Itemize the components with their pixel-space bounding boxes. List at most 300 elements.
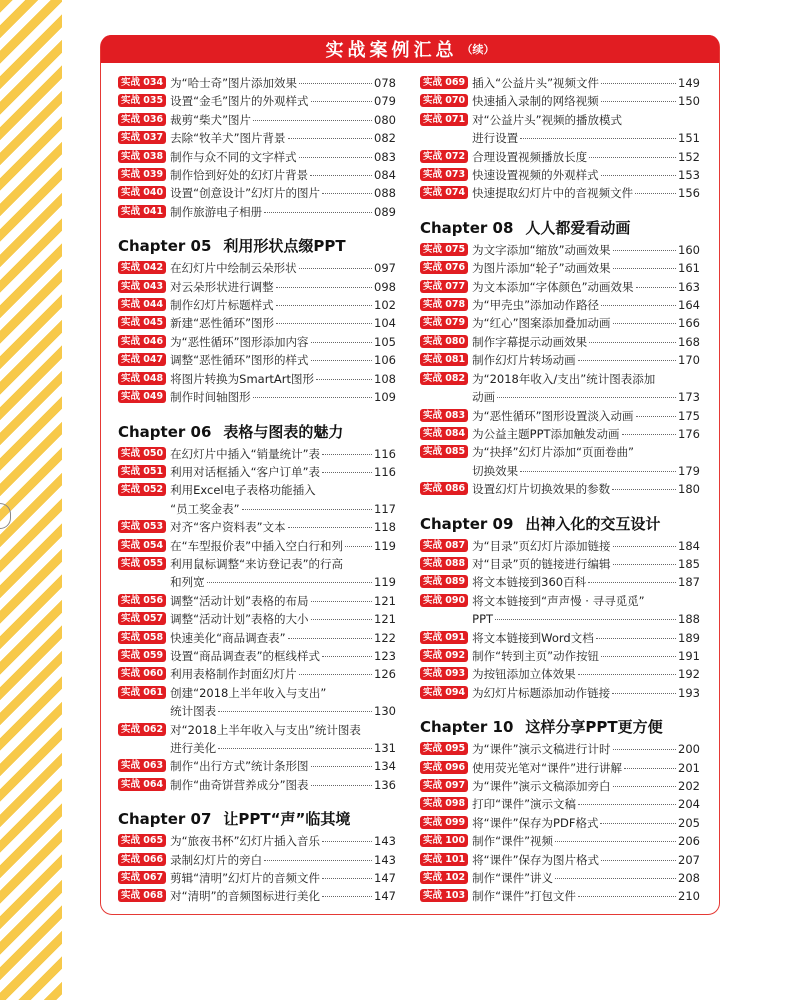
page-number: 192	[678, 667, 700, 682]
page-number: 123	[374, 648, 396, 663]
page-number: 147	[374, 889, 396, 904]
toc-entry[interactable]	[118, 832, 396, 850]
entry-title: 对齐“客户资料表”文本	[170, 520, 286, 535]
case-badge: 实战 051	[118, 465, 166, 478]
toc-entry-line	[170, 370, 396, 388]
toc-entry-body	[170, 166, 396, 184]
page-number: 180	[678, 482, 700, 497]
toc-entry[interactable]	[420, 814, 700, 832]
page-number: 164	[678, 298, 700, 313]
toc-entry[interactable]	[420, 480, 700, 498]
entry-title: 制作字幕提示动画效果	[472, 334, 588, 349]
toc-entry[interactable]	[420, 425, 700, 443]
dot-leader	[322, 878, 372, 879]
header-banner	[101, 35, 719, 63]
case-badge: 实战 088	[420, 557, 468, 570]
dot-leader	[299, 674, 372, 675]
toc-right-column	[420, 74, 700, 906]
dot-leader	[589, 157, 676, 158]
toc-entry[interactable]	[118, 388, 396, 406]
toc-entry[interactable]	[420, 296, 700, 314]
toc-entry-line	[170, 203, 396, 221]
toc-entry-line	[472, 555, 700, 573]
page-number: 207	[678, 852, 700, 867]
dot-leader	[601, 305, 676, 306]
dot-leader	[322, 472, 372, 473]
entry-title: 对“清明”的音频图标进行美化	[170, 889, 321, 904]
toc-entry[interactable]	[118, 721, 396, 758]
toc-entry-body	[472, 592, 700, 629]
page-number: 078	[374, 76, 396, 90]
toc-entry[interactable]	[420, 184, 700, 202]
toc-entry-line	[472, 684, 700, 702]
toc-entry-body	[170, 296, 396, 314]
entry-title: 新建“恶性循环”图形	[170, 316, 275, 331]
toc-entry-body	[472, 259, 700, 277]
toc-entry[interactable]	[420, 665, 700, 683]
entry-title: 插入“公益片头”视频文件	[472, 76, 600, 90]
toc-entry[interactable]	[420, 869, 700, 887]
toc-entry-line	[472, 740, 700, 758]
page-number: 106	[374, 353, 396, 368]
toc-entry[interactable]	[420, 777, 700, 795]
toc-entry-line	[472, 887, 700, 905]
dot-leader	[322, 841, 372, 842]
toc-entry[interactable]	[118, 351, 396, 369]
dot-leader	[635, 193, 676, 194]
toc-entry-line	[472, 333, 700, 351]
dot-leader	[600, 823, 676, 824]
toc-entry-line	[170, 776, 396, 794]
toc-entry[interactable]	[420, 407, 700, 425]
page-number: 170	[678, 353, 700, 368]
toc-entry-line	[472, 129, 700, 147]
toc-entry-line	[170, 500, 396, 518]
page-number: 175	[678, 408, 700, 423]
entry-title: 切换效果	[472, 463, 519, 478]
toc-entry-line	[170, 351, 396, 369]
toc-entry-line	[472, 111, 700, 129]
toc-entry-body	[472, 647, 700, 665]
toc-entry[interactable]	[118, 184, 396, 202]
toc-entry-body	[170, 684, 396, 721]
toc-entry[interactable]	[118, 445, 396, 463]
page-number: 143	[374, 852, 396, 867]
toc-entry-line	[472, 370, 700, 388]
toc-entry[interactable]	[420, 92, 700, 110]
toc-entry-body	[472, 684, 700, 702]
toc-entry-line	[472, 851, 700, 869]
toc-entry[interactable]	[420, 333, 700, 351]
entry-title: 快速提取幻灯片中的音视频文件	[472, 186, 634, 201]
toc-entry[interactable]	[420, 278, 700, 296]
toc-entry[interactable]	[420, 592, 700, 629]
toc-entry[interactable]	[420, 629, 700, 647]
toc-entry[interactable]	[118, 481, 396, 518]
dot-leader	[612, 693, 676, 694]
entry-title: 利用鼠标调整“来访登记表”的行高	[170, 556, 344, 571]
toc-entry[interactable]	[420, 759, 700, 777]
toc-entry-line	[170, 573, 396, 591]
dot-leader	[218, 748, 372, 749]
case-badge: 实战 049	[118, 390, 166, 403]
toc-entry[interactable]	[420, 443, 700, 480]
toc-entry[interactable]	[118, 629, 396, 647]
case-badge: 实战 080	[420, 335, 468, 348]
toc-entry[interactable]	[118, 887, 396, 905]
dot-leader	[311, 766, 372, 767]
case-badge: 实战 059	[118, 649, 166, 662]
toc-entry[interactable]	[420, 537, 700, 555]
toc-entry-body	[170, 832, 396, 850]
entry-title: 统计图表	[170, 704, 217, 719]
toc-entry-body	[472, 166, 700, 184]
toc-entry[interactable]	[420, 832, 700, 850]
toc-entry-body	[170, 111, 396, 129]
dot-leader	[322, 656, 372, 657]
page-number: 205	[678, 815, 700, 830]
toc-entry[interactable]	[118, 314, 396, 332]
toc-entry[interactable]	[118, 610, 396, 628]
dot-leader	[601, 101, 676, 102]
page-number: 080	[374, 112, 396, 127]
toc-entry[interactable]	[118, 203, 396, 221]
toc-entry[interactable]	[118, 555, 396, 592]
toc-entry[interactable]	[420, 370, 700, 407]
entry-title: 和列宽	[170, 575, 205, 590]
entry-title: 进行设置	[472, 131, 519, 146]
toc-entry-line	[472, 443, 700, 461]
page-number: 105	[374, 334, 396, 349]
page-number: 119	[374, 538, 396, 553]
case-badge: 实战 099	[420, 816, 468, 829]
entry-title: 制作“转到主页”动作按钮	[472, 648, 600, 663]
entry-title: 将文本链接到Word文档	[472, 630, 594, 645]
toc-entry[interactable]	[118, 148, 396, 166]
toc-entry[interactable]	[420, 111, 700, 148]
dot-leader	[345, 546, 372, 547]
case-badge: 实战 082	[420, 372, 468, 385]
toc-entry[interactable]	[420, 684, 700, 702]
entry-title: 为“课件”演示文稿添加旁白	[472, 779, 611, 793]
entry-title: 对“目录”页的链接进行编辑	[472, 556, 611, 571]
case-badge: 实战 041	[118, 205, 166, 218]
toc-entry-body	[170, 333, 396, 351]
toc-entry-body	[170, 184, 396, 202]
page-number: 161	[678, 261, 700, 276]
page-title-suffix: （续）	[461, 43, 495, 56]
chapter-heading	[420, 514, 700, 534]
page-number: 160	[678, 242, 700, 257]
toc-entry-line	[472, 74, 700, 92]
toc-entry[interactable]	[118, 851, 396, 869]
page-number: 201	[678, 760, 700, 775]
toc-entry-line	[472, 629, 700, 647]
entry-title: 利用表格制作封面幻灯片	[170, 667, 297, 682]
dot-leader	[601, 656, 676, 657]
toc-entry-body	[170, 887, 396, 905]
case-badge: 实战 083	[420, 409, 468, 422]
entry-title: PPT	[472, 612, 494, 627]
dot-leader	[299, 157, 372, 158]
page-number: 109	[374, 390, 396, 405]
toc-entry[interactable]	[118, 592, 396, 610]
toc-entry[interactable]	[420, 241, 700, 259]
toc-entry[interactable]	[420, 740, 700, 758]
entry-title: 为“目录”页幻灯片添加链接	[472, 538, 611, 553]
toc-entry[interactable]	[420, 573, 700, 591]
dot-leader	[612, 489, 676, 490]
toc-entry[interactable]	[118, 74, 396, 92]
chapter-heading	[420, 218, 700, 238]
case-badge: 实战 035	[118, 94, 166, 107]
dot-leader	[613, 323, 676, 324]
entry-title: 为按钮添加立体效果	[472, 667, 576, 682]
toc-entry-line	[170, 481, 396, 499]
case-badge: 实战 054	[118, 539, 166, 552]
entry-title: 动画	[472, 390, 496, 405]
toc-entry[interactable]	[118, 537, 396, 555]
page-number: 088	[374, 186, 396, 201]
case-badge: 实战 072	[420, 150, 468, 163]
entry-title: 制作“课件”讲义	[472, 871, 554, 886]
toc-entry-line	[170, 537, 396, 555]
toc-entry[interactable]	[420, 74, 700, 92]
toc-entry-body	[170, 351, 396, 369]
page-number: 083	[374, 149, 396, 164]
toc-entry[interactable]	[118, 129, 396, 147]
page-number: 179	[678, 463, 700, 478]
page-number: 149	[678, 76, 700, 90]
chapter-number: Chapter 06	[118, 422, 212, 441]
toc-entry[interactable]	[118, 259, 396, 277]
toc-entry-body	[170, 869, 396, 887]
toc-entry-body	[472, 370, 700, 407]
page-number: 168	[678, 334, 700, 349]
page-number: 185	[678, 556, 700, 571]
toc-entry-line	[472, 795, 700, 813]
toc-entry[interactable]	[118, 111, 396, 129]
toc-entry[interactable]	[118, 684, 396, 721]
toc-entry-line	[472, 647, 700, 665]
toc-entry[interactable]	[118, 333, 396, 351]
dot-leader	[322, 193, 372, 194]
toc-entry[interactable]	[420, 259, 700, 277]
toc-entry-line	[472, 814, 700, 832]
dot-leader	[288, 527, 372, 528]
toc-entry-line	[472, 425, 700, 443]
toc-entry[interactable]	[118, 869, 396, 887]
toc-entry-line	[170, 445, 396, 463]
entry-title: 进行美化	[170, 741, 217, 755]
toc-entry-line	[472, 759, 700, 777]
case-badge: 实战 079	[420, 316, 468, 329]
toc-entry[interactable]	[420, 851, 700, 869]
page-number: 130	[374, 704, 396, 719]
entry-title: 调整“恶性循环”图形的样式	[170, 353, 309, 368]
page-title: 实战案例汇总	[325, 40, 458, 61]
entry-title: 制作幻灯片标题样式	[170, 298, 274, 313]
dot-leader	[310, 175, 372, 176]
toc-entry-line	[170, 111, 396, 129]
page-number: 153	[678, 168, 700, 183]
toc-entry[interactable]	[118, 665, 396, 683]
toc-entry-body	[472, 537, 700, 555]
dot-leader	[242, 509, 372, 510]
toc-entry[interactable]	[420, 887, 700, 905]
toc-entry[interactable]	[118, 370, 396, 388]
toc-entry[interactable]	[118, 166, 396, 184]
case-badge: 实战 095	[420, 742, 468, 755]
case-badge: 实战 089	[420, 575, 468, 588]
entry-title: 为“恶性循环”图形添加内容	[170, 334, 309, 349]
toc-entry-body	[170, 647, 396, 665]
toc-entry[interactable]	[118, 463, 396, 481]
page-number: 104	[374, 316, 396, 331]
page-number: 116	[374, 446, 396, 461]
entry-title: 制作时间轴图形	[170, 390, 251, 405]
toc-entry[interactable]	[420, 148, 700, 166]
entry-title: 制作旅游电子相册	[170, 204, 263, 219]
page-number: 173	[678, 390, 700, 405]
toc-entry[interactable]	[118, 278, 396, 296]
entry-title: 制作“出行方式”统计条形图	[170, 759, 309, 774]
case-badge: 实战 064	[118, 778, 166, 791]
toc-entry-body	[170, 555, 396, 592]
entry-title: 利用对话框插入“客户订单”表	[170, 464, 321, 479]
toc-entry-line	[170, 887, 396, 905]
case-badge: 实战 065	[118, 834, 166, 847]
page-number: 102	[374, 298, 396, 313]
dot-leader	[299, 268, 372, 269]
toc-entry[interactable]	[420, 314, 700, 332]
dot-leader	[578, 674, 676, 675]
entry-title: 利用Excel电子表格功能插入	[170, 483, 316, 498]
toc-entry-line	[472, 573, 700, 591]
toc-entry-body	[170, 74, 396, 92]
dot-leader	[276, 287, 372, 288]
toc-entry-line	[170, 757, 396, 775]
dot-leader	[636, 287, 676, 288]
entry-title: 快速美化“商品调查表”	[170, 630, 286, 645]
toc-entry[interactable]	[118, 92, 396, 110]
dot-leader	[253, 397, 372, 398]
toc-entry-body	[170, 610, 396, 628]
page-number: 200	[678, 742, 700, 757]
case-badge: 实战 067	[118, 871, 166, 884]
entry-title: 对云朵形状进行调整	[170, 279, 274, 294]
entry-title: 将“课件”保存为PDF格式	[472, 815, 599, 830]
toc-entry[interactable]	[118, 296, 396, 314]
case-badge: 实战 070	[420, 94, 468, 107]
toc-entry-line	[170, 184, 396, 202]
chapter-number: Chapter 08	[420, 218, 514, 237]
dot-leader	[555, 841, 676, 842]
case-badge: 实战 044	[118, 298, 166, 311]
toc-entry[interactable]	[420, 555, 700, 573]
entry-title: 制作“课件”视频	[472, 834, 554, 849]
toc-entry-body	[472, 759, 700, 777]
dot-leader	[253, 120, 372, 121]
toc-entry-body	[170, 665, 396, 683]
page-number: 189	[678, 630, 700, 645]
toc-entry-line	[472, 462, 700, 480]
case-badge: 实战 073	[420, 168, 468, 181]
toc-entry-body	[170, 518, 396, 536]
dot-leader	[311, 342, 372, 343]
case-badge: 实战 103	[420, 889, 468, 902]
dot-leader	[578, 804, 676, 805]
entry-title: 快速设置视频的外观样式	[472, 168, 599, 183]
toc-entry-body	[472, 555, 700, 573]
case-badge: 实战 057	[118, 612, 166, 625]
toc-entry-line	[170, 647, 396, 665]
page-number: 098	[374, 279, 396, 294]
toc-entry-body	[170, 278, 396, 296]
toc-entry-line	[170, 166, 396, 184]
chapter-heading	[118, 422, 396, 442]
page-number: 202	[678, 779, 700, 793]
case-badge: 实战 050	[118, 447, 166, 460]
page-number: 151	[678, 131, 700, 146]
toc-entry-body	[472, 74, 700, 92]
dot-leader	[311, 601, 372, 602]
case-badge: 实战 063	[118, 759, 166, 772]
toc-entry[interactable]	[118, 776, 396, 794]
entry-title: 快速插入录制的网络视频	[472, 94, 599, 109]
case-badge: 实战 047	[118, 353, 166, 366]
toc-entry[interactable]	[420, 166, 700, 184]
toc-entry[interactable]	[420, 647, 700, 665]
page-number: 166	[678, 316, 700, 331]
toc-entry-body	[472, 241, 700, 259]
dot-leader	[264, 860, 372, 861]
toc-entry[interactable]	[118, 757, 396, 775]
page-number: 136	[374, 777, 396, 792]
toc-entry[interactable]	[118, 518, 396, 536]
chapter-number: Chapter 05	[118, 237, 212, 256]
toc-entry-body	[472, 278, 700, 296]
dot-leader	[276, 305, 372, 306]
toc-entry-line	[170, 739, 396, 757]
entry-title: 使用荧光笔对“课件”进行讲解	[472, 760, 623, 775]
toc-entry-body	[170, 776, 396, 794]
toc-entry[interactable]	[420, 795, 700, 813]
toc-left-column	[118, 74, 396, 906]
dot-leader	[322, 454, 372, 455]
case-badge: 实战 071	[420, 113, 468, 126]
case-badge: 实战 075	[420, 243, 468, 256]
toc-entry-line	[170, 832, 396, 850]
dot-leader	[613, 749, 676, 750]
toc-entry-body	[170, 148, 396, 166]
entry-title: 打印“课件”演示文稿	[472, 797, 577, 812]
case-badge: 实战 101	[420, 853, 468, 866]
toc-entry-line	[472, 296, 700, 314]
toc-entry[interactable]	[118, 647, 396, 665]
toc-entry[interactable]	[420, 351, 700, 369]
toc-entry-body	[170, 592, 396, 610]
case-badge: 实战 096	[420, 761, 468, 774]
case-badge: 实战 097	[420, 779, 468, 792]
entry-title: 将文本链接到“声声慢 · 寻寻觅觅”	[472, 593, 645, 608]
toc-entry-line	[170, 518, 396, 536]
chapter-number: Chapter 09	[420, 514, 514, 533]
toc-entry-line	[472, 480, 700, 498]
entry-title: 设置“创意设计”幻灯片的图片	[170, 186, 321, 201]
dot-leader	[601, 860, 676, 861]
decorative-stripe	[0, 0, 62, 1000]
